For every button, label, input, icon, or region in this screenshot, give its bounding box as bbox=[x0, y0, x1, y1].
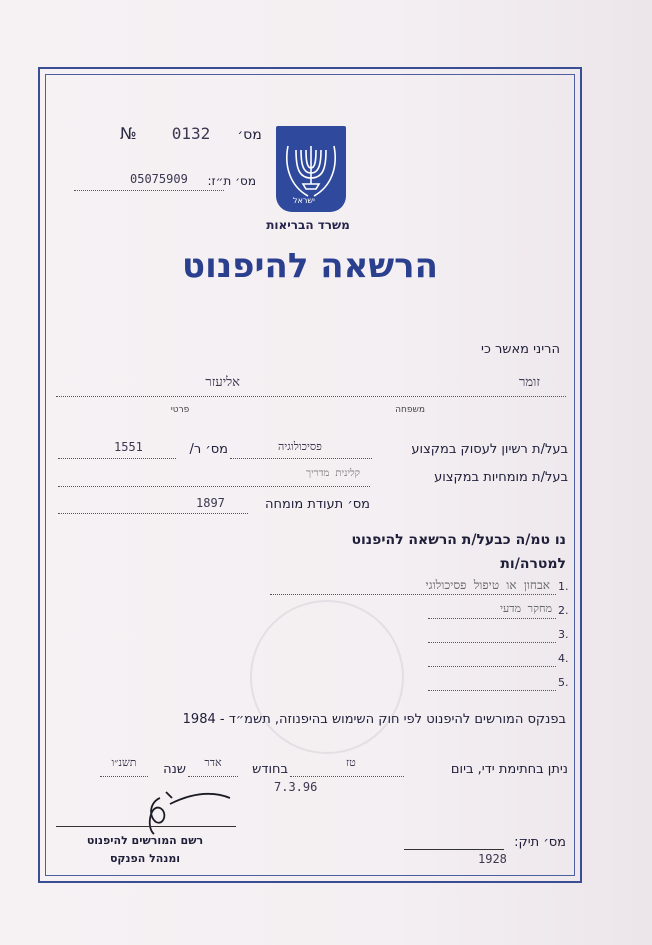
purpose-text: אבחון או טיפול פסיכולוגי bbox=[425, 578, 550, 592]
specialty-value: קלינית מדריך bbox=[306, 468, 360, 479]
purpose-num: 2. bbox=[558, 604, 569, 617]
menorah-emblem bbox=[276, 126, 346, 212]
emblem-text: ישראל bbox=[293, 196, 315, 205]
signature bbox=[120, 788, 240, 840]
signature-line bbox=[56, 826, 236, 827]
cert-label: מס׳ תעודת מומחה bbox=[265, 497, 370, 512]
registered-line2: למטרה/ות bbox=[500, 556, 566, 572]
specialty-label: בעל/ת מומחיות במקצוע bbox=[434, 470, 568, 485]
file-label: מס׳ תיק: bbox=[514, 835, 566, 850]
ministry-name: משרד הבריאות bbox=[266, 218, 350, 232]
purpose-num: 5. bbox=[558, 676, 569, 689]
purpose-item bbox=[428, 628, 570, 648]
family-label: משפחה bbox=[395, 405, 425, 415]
license-number-label-2: מס׳ ר/ bbox=[189, 442, 228, 457]
certify-text: הריני מאשר כי bbox=[481, 342, 560, 357]
year-label: שנה bbox=[163, 762, 186, 777]
purpose-num: 1. bbox=[558, 580, 569, 593]
purpose-item bbox=[270, 580, 570, 600]
file-line bbox=[404, 849, 504, 850]
issue-date: 7.3.96 bbox=[274, 780, 318, 794]
day-value: טז bbox=[346, 756, 356, 769]
number-symbol: № bbox=[120, 124, 137, 143]
purpose-line bbox=[428, 628, 556, 643]
first-name: אליעזר bbox=[205, 375, 240, 390]
registrar-line1: רשם המורשים להיפנוט bbox=[86, 834, 204, 847]
purpose-item bbox=[428, 676, 570, 696]
family-name: זומר bbox=[518, 375, 540, 390]
faded-stamp bbox=[250, 600, 404, 754]
license-number-label: מס׳ bbox=[237, 127, 262, 143]
given-text: ניתן בחתימת ידי, ביום bbox=[450, 762, 568, 777]
license-field-label: בעל/ת רשיון לעסוק במקצוע bbox=[411, 442, 568, 457]
purpose-item bbox=[428, 652, 570, 672]
purpose-line bbox=[428, 652, 556, 667]
year-value: תשנ״ו bbox=[111, 756, 137, 769]
license-field-value: פסיכולוגיה bbox=[278, 440, 322, 453]
registrar-line2: ומנהל הפנקס bbox=[109, 852, 181, 865]
id-label: מס׳ ת״ז: bbox=[207, 174, 256, 188]
purpose-item bbox=[428, 604, 570, 624]
purpose-line bbox=[428, 676, 556, 691]
first-label: פרטי bbox=[170, 405, 190, 415]
month-label: בחודש bbox=[252, 762, 288, 777]
id-value: 05075909 bbox=[130, 172, 188, 186]
purpose-num: 3. bbox=[558, 628, 569, 641]
file-value: 1928 bbox=[478, 852, 507, 866]
license-number-row bbox=[120, 124, 262, 143]
purpose-num: 4. bbox=[558, 652, 569, 665]
registered-line1: נו טמ/ה כבעל/ת הרשאה להיפנוט bbox=[351, 532, 566, 548]
license-number-value: 1551 bbox=[114, 440, 143, 454]
month-value: אדר bbox=[204, 756, 222, 769]
law-text: בפנקס המורשים להיפנוט לפי חוק השימוש בהיפנוזה, תשמ״ד - 1984 bbox=[182, 712, 566, 727]
purpose-text: מחקר מדעי bbox=[500, 602, 552, 615]
cert-value: 1897 bbox=[196, 496, 225, 510]
license-number: 0132 bbox=[171, 124, 211, 143]
page-title: הרשאה להיפנוט bbox=[181, 246, 439, 286]
